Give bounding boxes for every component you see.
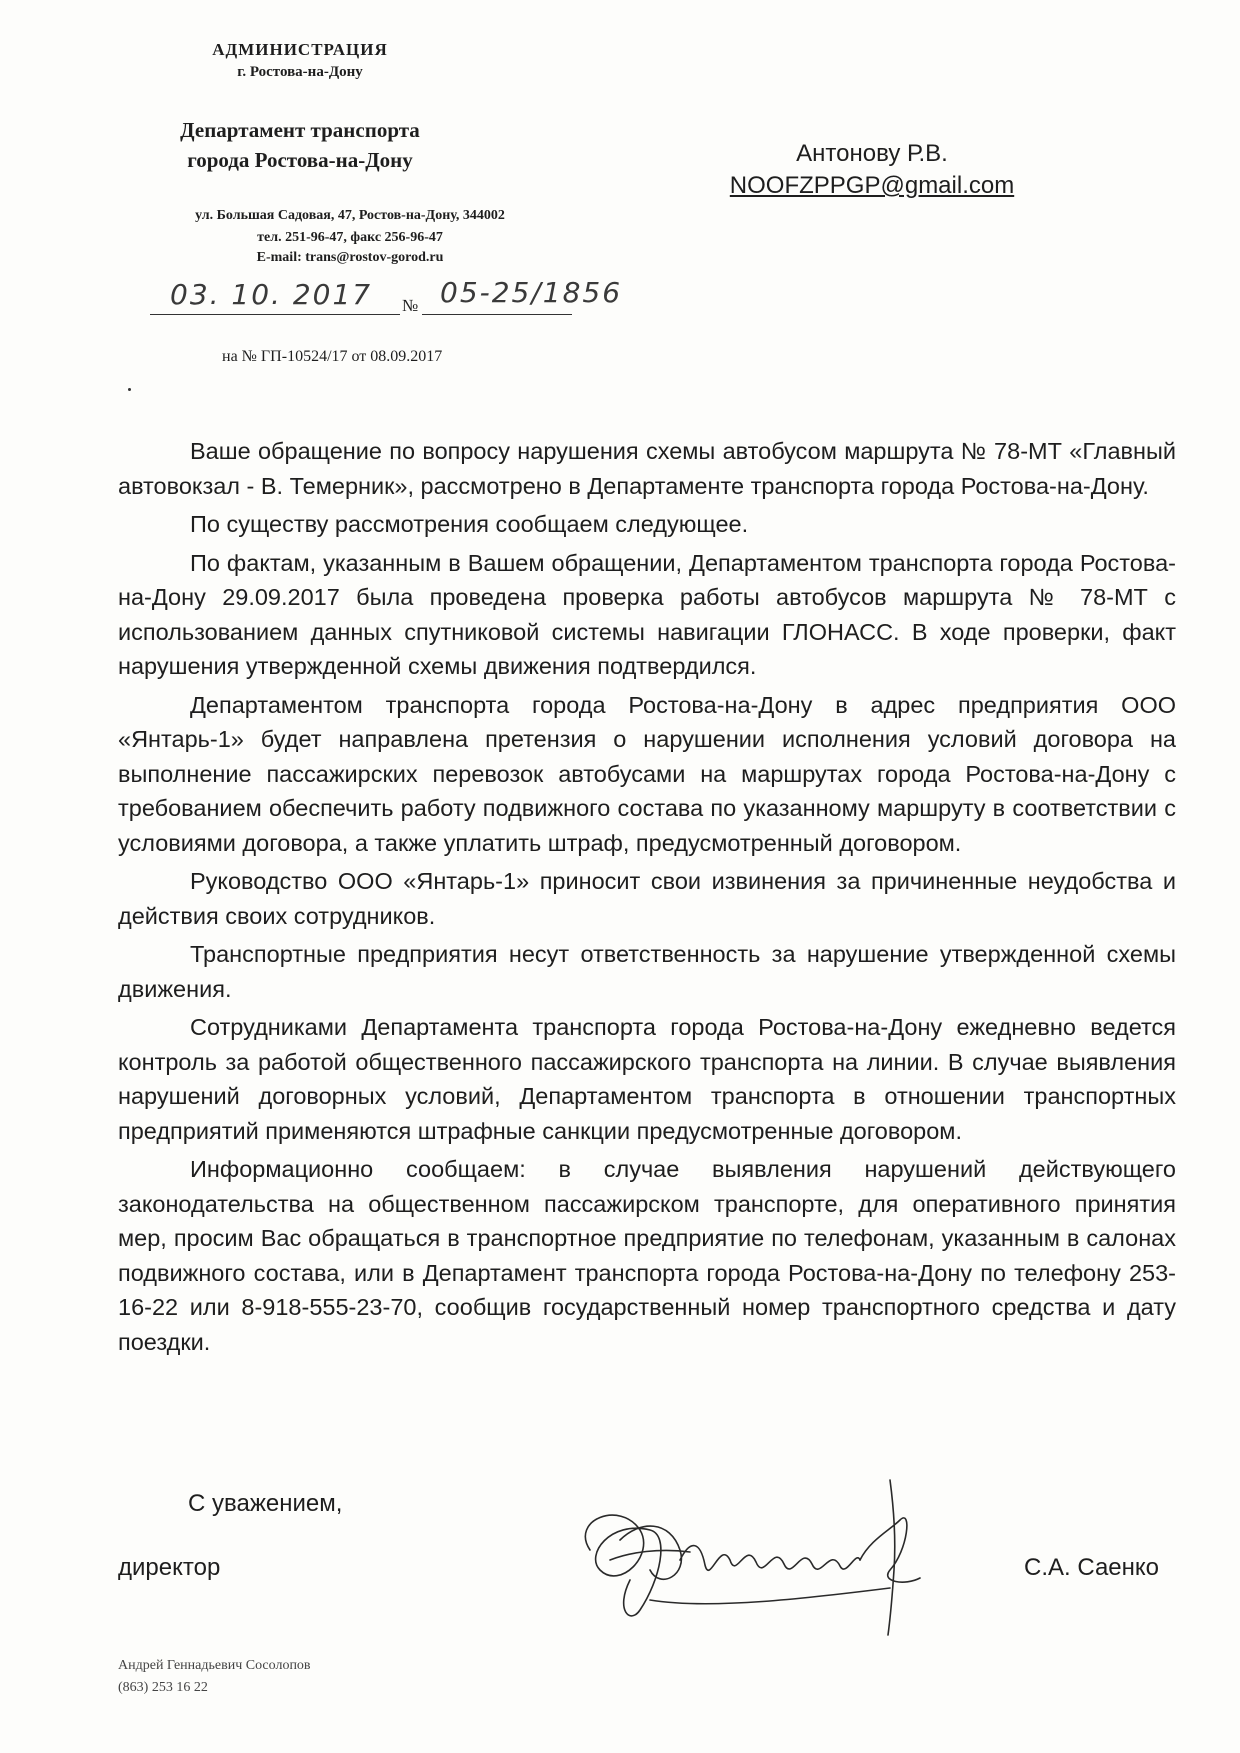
- registration-number: 05-25/1856: [440, 276, 623, 309]
- body-paragraph: По существу рассмотрения сообщаем следующее.: [190, 511, 749, 537]
- body-paragraph: Руководство ООО «Янтарь-1» приносит свои извинения за причиненные неудобства и действия своих сотрудников.: [118, 868, 1176, 929]
- body-paragraph: Транспортные предприятия несут ответственность за нарушение утвержденной схемы движения.: [118, 941, 1176, 1002]
- closing-position: директор: [118, 1554, 221, 1581]
- body-paragraph: Ваше обращение по вопросу нарушения схемы автобусом маршрута № 78-МТ «Главный автовокзал - В. Темерник», рассмотрено в Департаменте транспорта города Ростова-на-Дону.: [118, 438, 1176, 499]
- letterhead-department-line2: города Ростова-на-Дону: [187, 148, 413, 172]
- letterhead-phone: тел. 251-96-47, факс 256-96-47: [257, 230, 443, 245]
- letterhead-org: АДМИНИСТРАЦИЯ: [212, 40, 388, 59]
- letterhead-email: E-mail: trans@rostov-gorod.ru: [256, 250, 444, 265]
- executor-name: Андрей Геннадьевич Сосолопов: [118, 1658, 311, 1673]
- letter-body: [118, 434, 1176, 1359]
- letterhead-city: г. Ростова-на-Дону: [237, 64, 363, 80]
- closing-regards: С уважением,: [188, 1490, 343, 1517]
- registration-number-label: №: [402, 296, 419, 315]
- registration-date: 03. 10. 2017: [170, 278, 373, 311]
- letterhead-address: ул. Большая Садовая, 47, Ростов-на-Дону, 344002: [195, 208, 505, 223]
- reference-number: на № ГП-10524/17 от 08.09.2017: [222, 348, 443, 365]
- letterhead-department-line1: Департамент транспорта: [180, 118, 420, 142]
- body-paragraph: Информационно сообщаем: в случае выявления нарушений действующего законодательства на общественном пассажирском транспорте, для оперативного принятия мер, просим Вас обращаться в транспортное предприятие по телефонам, указанным в салонах подвижного состава, или в Департамент транспорта города Ростова-на-Дону по телефону 253-16-22 или 8-918-555-23-70, сообщив государственный номер транспортного средства и дату поездки.: [118, 1156, 1176, 1355]
- scan-speck: [128, 388, 131, 391]
- body-paragraph: По фактам, указанным в Вашем обращении, Департаментом транспорта города Ростова-на-Дону 29.09.2017 была проведена проверка работы автобусов маршрута № 78-МТ с использованием данных спутниковой системы навигации ГЛОНАСС. В ходе проверки, факт нарушения утвержденной схемы движения подтвердился.: [118, 549, 1176, 679]
- body-paragraph: Департаментом транспорта города Ростова-на-Дону в адрес предприятия ООО «Янтарь-1» будет направлена претензия о нарушении исполнения условий договора на выполнение пассажирских перевозок автобусами на маршрутах города Ростова-на-Дону с требованием обеспечить работу подвижного состава по указанному маршруту в соответствии с условиями договора, а также уплатить штраф, предусмотренный договором.: [118, 691, 1176, 856]
- handwritten-signature: [560, 1460, 980, 1640]
- signer-name: С.А. Саенко: [1024, 1554, 1160, 1581]
- registration-number-underline: [422, 314, 572, 315]
- addressee-name: Антонову Р.В.: [796, 140, 948, 167]
- body-paragraph: Сотрудниками Департамента транспорта города Ростова-на-Дону ежедневно ведется контроль за работой общественного пассажирского транспорта на линии. В случае выявления нарушений договорных условий, Департаментом транспорта в отношении транспортных предприятий применяются штрафные санкции предусмотренные договором.: [118, 1014, 1176, 1144]
- addressee-email-link[interactable]: NOOFZPPGP@gmail.com: [729, 172, 1015, 199]
- registration-date-underline: [150, 314, 400, 315]
- executor-phone: (863) 253 16 22: [118, 1680, 208, 1695]
